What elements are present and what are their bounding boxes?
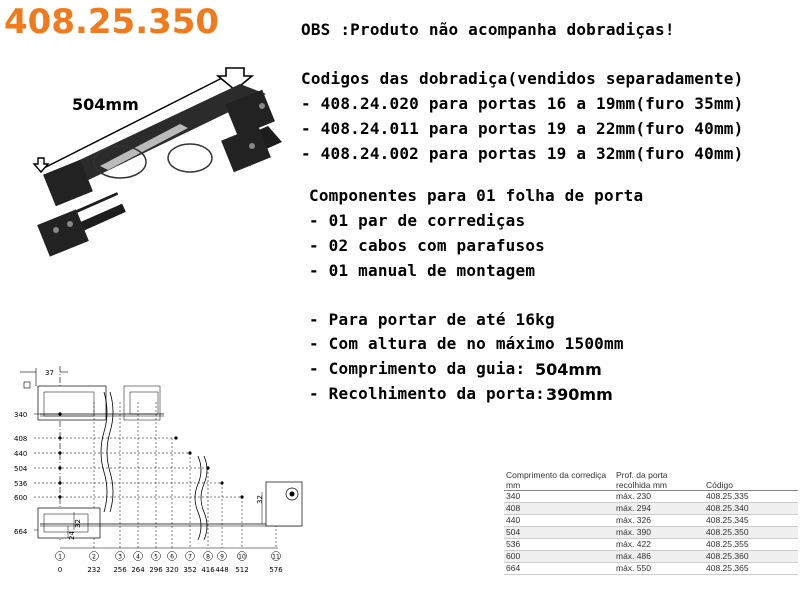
spec-weight: - Para portar de até 16kg [309,310,555,329]
table-cell: 408.25.365 [704,563,798,575]
hinges-title: Codigos das dobradiça(vendidos separadamente) [301,69,744,88]
bottom-value: 256 [113,566,127,574]
circle-number: 6 [170,553,174,561]
table-cell: máx. 230 [614,491,704,503]
table-cell: máx. 422 [614,539,704,551]
component-item: - 02 cabos com parafusos [309,236,545,255]
spec-retract-label: - Recolhimento da porta: [309,384,545,403]
table-cell: 340 [504,491,614,503]
table-cell: 408.25.355 [704,539,798,551]
table-row [504,563,798,575]
table-cell: 408.25.345 [704,515,798,527]
dimension-label: 504mm [72,95,139,114]
bottom-value: 232 [87,566,101,574]
left-label: 664 [14,528,28,536]
table-cell: máx. 486 [614,551,704,563]
bottom-value: 0 [57,566,63,574]
table-cell: 536 [504,539,614,551]
left-label: 504 [14,465,28,473]
hinge-item: - 408.24.020 para portas 16 a 19mm(furo 35mm) [301,94,744,113]
circle-number: 10 [238,553,246,561]
table-cell: 600 [504,551,614,563]
bottom-value: 296 [149,566,163,574]
spec-retract-value: 390mm [546,385,613,404]
left-label: 440 [14,450,28,458]
table-row [504,527,798,539]
arrow-down-icon [34,158,48,172]
spec-guide-value: 504mm [535,360,602,379]
table-header: Código [704,470,798,491]
dim-32: 32 [256,495,264,504]
product-code: 408.25.350 [4,2,220,42]
table-row [504,539,798,551]
left-label: 340 [14,411,28,419]
table-row [504,515,798,527]
table-cell: 408.25.335 [704,491,798,503]
spec-guide-label: - Comprimento da guia: [309,359,526,378]
component-item: - 01 par de corrediças [309,211,526,230]
circle-number: 1 [58,553,62,561]
table-cell: 408.25.360 [704,551,798,563]
table-cell: 440 [504,515,614,527]
obs-note: OBS :Produto não acompanha dobradiças! [301,20,675,39]
table-header: Prof. da porta recolhida mm [614,470,704,491]
dim-24: 24 [68,531,76,540]
table-cell: 408.25.340 [704,503,798,515]
hinge-item: - 408.24.011 para portas 19 a 22mm(furo 40mm) [301,119,744,138]
component-item: - 01 manual de montagem [309,261,536,280]
table-cell: máx. 390 [614,527,704,539]
table-cell: 664 [504,563,614,575]
circle-number: 4 [136,553,140,561]
circle-number: 5 [154,553,158,561]
technical-drawing [0,362,310,611]
table-row [504,491,798,503]
table-cell: máx. 294 [614,503,704,515]
circle-number: 9 [220,553,224,561]
circle-number: 11 [272,553,280,561]
bottom-value: 448 [215,566,229,574]
spec-table [504,470,798,575]
bottom-value: 512 [235,566,249,574]
table-row [504,503,798,515]
bottom-value: 352 [183,566,197,574]
table-cell: 408.25.350 [704,527,798,539]
product-photo [30,66,282,264]
spec-height: - Com altura de no máximo 1500mm [309,334,624,353]
bottom-value: 416 [201,566,215,574]
table-cell: máx. 326 [614,515,704,527]
dim-32: 32 [74,519,82,528]
left-label: 536 [14,480,28,488]
table-cell: máx. 550 [614,563,704,575]
table-cell: 408 [504,503,614,515]
table-cell: 504 [504,527,614,539]
bottom-value: 576 [269,566,283,574]
components-title: Componentes para 01 folha de porta [309,186,644,205]
table-row [504,551,798,563]
circle-number: 2 [92,553,96,561]
bottom-value: 320 [165,566,179,574]
circle-number: 7 [188,553,192,561]
table-header: Comprimento da corrediça mm [504,470,614,491]
left-label: 408 [14,435,28,443]
circle-number: 8 [206,553,210,561]
bottom-value: 264 [131,566,145,574]
left-label: 600 [14,494,28,502]
dim-37: 37 [45,369,54,377]
circle-number: 3 [118,553,122,561]
hinge-item: - 408.24.002 para portas 19 a 32mm(furo 40mm) [301,144,744,163]
